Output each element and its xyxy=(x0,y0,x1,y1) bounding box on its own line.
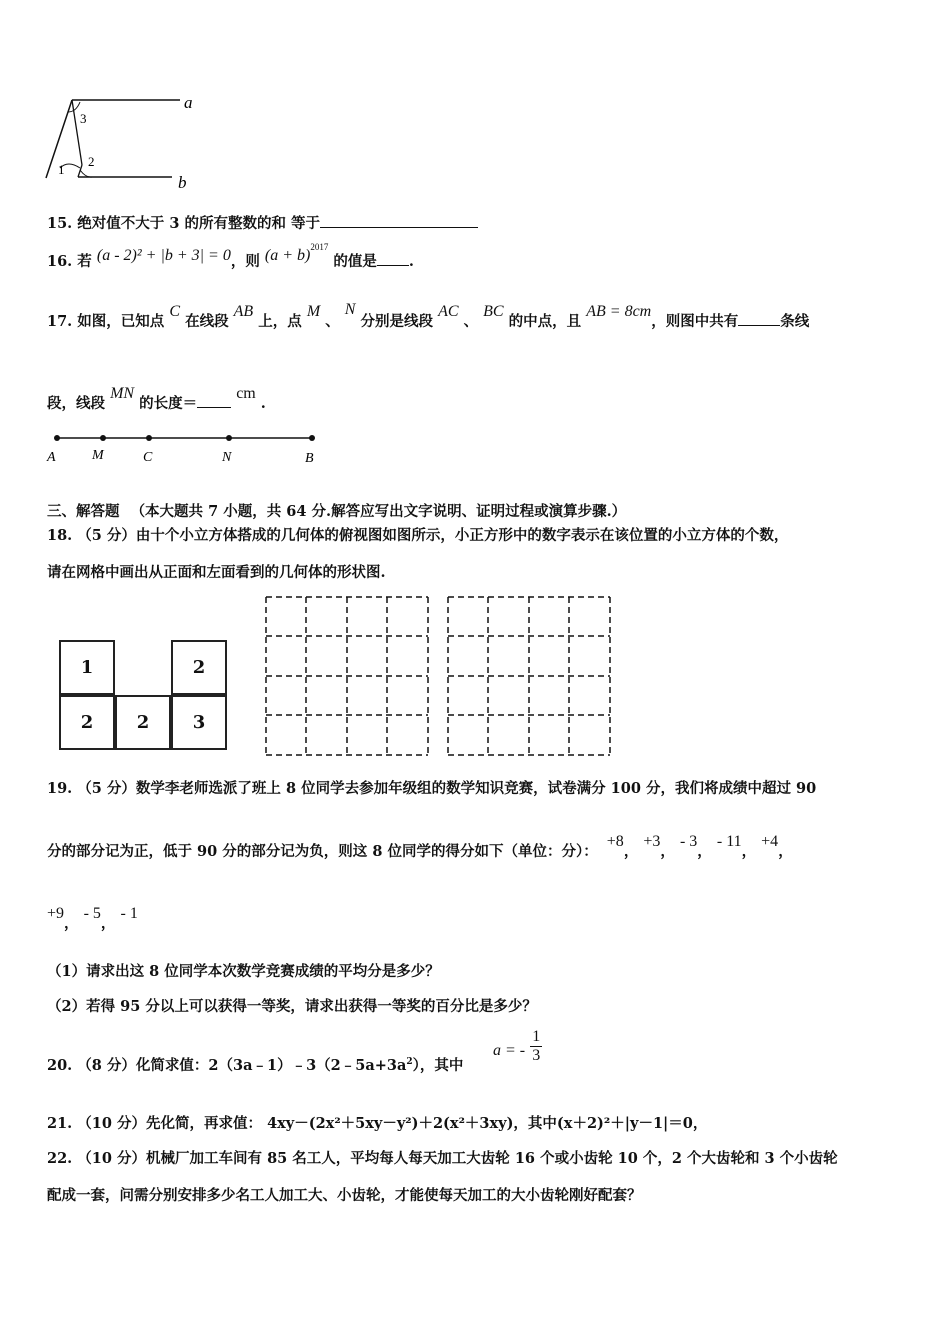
score-item: +4 xyxy=(761,833,779,850)
point-m: M xyxy=(92,448,104,463)
q17-text1: 如图，已知点 xyxy=(77,313,165,330)
question-18 xyxy=(47,524,788,545)
question-19 xyxy=(47,777,816,798)
front-view-grid[interactable] xyxy=(264,595,430,757)
angle-figure xyxy=(40,90,210,190)
label-1: 1 xyxy=(58,162,65,177)
q17-text9: 条线 xyxy=(780,313,810,330)
score-item: +9 xyxy=(47,905,65,922)
label-2: 2 xyxy=(88,154,95,169)
question-17 xyxy=(47,301,810,331)
q17-ab: AB xyxy=(233,303,254,320)
section-3-desc: （本大题共 7 小题，共 64 分.解答应写出文字说明、证明过程或演算步骤.） xyxy=(130,503,627,520)
q16-number: 16. xyxy=(47,253,73,270)
q20-lhs: a = - xyxy=(493,1042,526,1059)
segment-figure xyxy=(40,428,330,468)
q16-mid: ，则 xyxy=(230,253,260,270)
q17-text6: 、 xyxy=(463,313,479,330)
score-item: - 5 xyxy=(83,905,101,922)
q17-point-n: N xyxy=(344,301,356,318)
question-18-line2: 请在网格中画出从正面和左面看到的几何体的形状图. xyxy=(47,564,386,581)
q20-sq: 2 xyxy=(406,1057,413,1068)
top-view-cell: 1 xyxy=(59,640,115,695)
score-item: - 1 xyxy=(120,905,138,922)
q20-fraction xyxy=(530,1028,542,1065)
q19-line2: 分的部分记为正，低于 90 分的部分记为负，则这 8 位同学的得分如下（单位：分）： xyxy=(47,843,598,860)
q15-blank xyxy=(320,227,478,228)
label-3: 3 xyxy=(80,111,87,126)
q19-line1: （5 分）数学李老师选派了班上 8 位同学去参加年级组的数学知识竞赛，试卷满分 100 分，我们将成绩中超过 90 xyxy=(77,780,817,797)
q19-number: 19. xyxy=(47,780,73,797)
q17-text8: ，则图中共有 xyxy=(651,313,739,330)
top-view-cell: 3 xyxy=(171,695,227,750)
q16-expr: (a - 2)² + |b + 3| = 0 xyxy=(96,247,231,264)
q19-sub2: （2）若得 95 分以上可以获得一等奖，请求出获得一等奖的百分比是多少？ xyxy=(47,998,537,1015)
q19-sub1: （1）请求出这 8 位同学本次数学竞赛成绩的平均分是多少？ xyxy=(47,963,440,980)
q17-mn: MN xyxy=(110,385,135,402)
q16-exp: 2017 xyxy=(310,242,329,253)
q16-post: 的值是 xyxy=(333,253,377,270)
top-view-cell: 2 xyxy=(59,695,115,750)
question-19-line3: +9， - 5， - 1 xyxy=(47,905,138,932)
point-n: N xyxy=(222,450,232,465)
q17-bc: BC xyxy=(483,303,504,320)
top-view-figure xyxy=(59,640,229,752)
q17-l2b: 的长度＝ xyxy=(139,395,198,412)
section-3-title: 三、解答题 xyxy=(47,503,120,520)
score-item: +3 xyxy=(643,833,661,850)
q20-value xyxy=(493,1028,542,1065)
q20-text2: ），其中 xyxy=(412,1057,464,1074)
question-22-line2: 配成一套，问需分别安排多少名工人加工大、小齿轮，才能使每天加工的大小齿轮刚好配套？ xyxy=(47,1187,642,1204)
q16-expr2: (a + b) xyxy=(264,247,311,264)
label-b: b xyxy=(178,173,187,190)
q21-number: 21. xyxy=(47,1115,73,1132)
question-21 xyxy=(47,1112,707,1133)
q22-line1: （10 分）机械厂加工车间有 85 名工人，平均每人每天加工大齿轮 16 个或小齿轮 10 个，2 个大齿轮和 3 个小齿轮 xyxy=(77,1150,838,1167)
question-17-line2 xyxy=(47,385,266,413)
q20-text: （8 分）化简求值：2（3a﹣1）﹣3（2﹣5a+3a xyxy=(77,1057,407,1074)
q17-text2: 在线段 xyxy=(185,313,229,330)
q15-number: 15. xyxy=(47,215,73,232)
score-item: +8 xyxy=(606,833,624,850)
section-3-heading xyxy=(47,500,626,521)
question-19-line2: 分的部分记为正，低于 90 分的部分记为负，则这 8 位同学的得分如下（单位：分）： +8， +3， - 3， - 11， +4， xyxy=(47,833,793,860)
top-view-cell: 2 xyxy=(171,640,227,695)
point-c: C xyxy=(143,450,153,465)
q20-numerator: 1 xyxy=(532,1028,541,1045)
q21-text: （10 分）先化简，再求值： 4xy－(2x²＋5xy－y²)＋2(x²＋3xy)，其中(x＋2)²＋|y－1|＝0， xyxy=(77,1115,708,1132)
q20-number: 20. xyxy=(47,1057,73,1074)
q17-eq: AB = 8cm xyxy=(586,303,652,320)
q17-blank2 xyxy=(197,407,231,408)
point-b: B xyxy=(305,451,314,466)
score-item: - 3 xyxy=(679,833,698,850)
question-16 xyxy=(47,242,414,271)
q20-denominator: 3 xyxy=(532,1047,541,1064)
q18-number: 18. xyxy=(47,527,73,544)
q17-point-m: M xyxy=(306,303,321,320)
q17-text5: 分别是线段 xyxy=(360,313,434,330)
q17-text3: 上，点 xyxy=(258,313,302,330)
score-item: - 11 xyxy=(716,833,742,850)
q22-number: 22. xyxy=(47,1150,73,1167)
q17-cm: cm xyxy=(236,385,256,402)
q17-l2a: 段，线段 xyxy=(47,395,105,412)
label-a: a xyxy=(184,93,193,112)
q16-pre: 若 xyxy=(77,253,92,270)
q16-blank xyxy=(377,265,409,266)
point-a: A xyxy=(47,450,56,465)
q17-blank1 xyxy=(738,325,780,326)
left-view-grid[interactable] xyxy=(446,595,612,757)
q15-text: 绝对值不大于 3 的所有整数的和 等于 xyxy=(77,215,321,232)
q17-number: 17. xyxy=(47,313,73,330)
q17-l2c: . xyxy=(260,395,266,412)
q18-line1: （5 分）由十个小立方体搭成的几何体的俯视图如图所示，小正方形中的数字表示在该位置的小立方体的个数， xyxy=(77,527,789,544)
q16-end: . xyxy=(408,253,414,270)
question-22 xyxy=(47,1147,838,1168)
top-view-cell: 2 xyxy=(115,695,171,750)
q17-point-c: C xyxy=(169,303,181,320)
q17-ac: AC xyxy=(438,303,459,320)
question-20 xyxy=(47,1054,463,1075)
question-15 xyxy=(47,212,478,233)
q17-text7: 的中点，且 xyxy=(508,313,582,330)
q17-text4: 、 xyxy=(325,313,340,330)
